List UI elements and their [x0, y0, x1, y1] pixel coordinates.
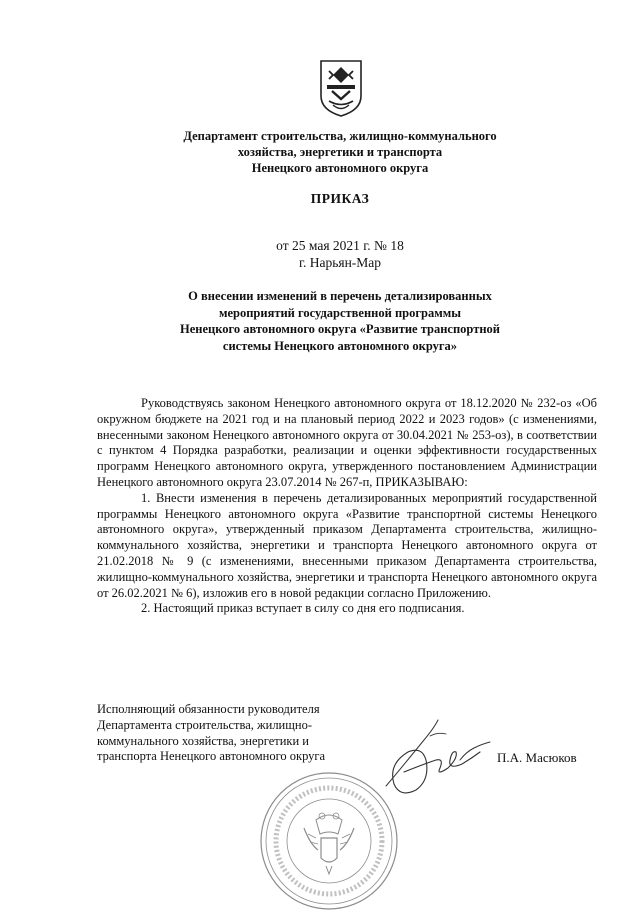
- subject-line: О внесении изменений в перечень детализированных: [188, 289, 492, 303]
- subject-line: системы Ненецкого автономного округа»: [222, 338, 458, 353]
- signer-line: Исполняющий обязанности руководителя: [97, 702, 320, 716]
- clause-2-paragraph: 2. Настоящий приказ вступает в силу со дня его подписания.: [141, 601, 465, 616]
- coat-of-arms-icon: [318, 58, 364, 118]
- order-subject: [130, 288, 550, 354]
- preamble-paragraph: Руководствуясь законом Ненецкого автономного округа от 18.12.2020 № 232-оз «Об окружном бюджете на 2021 год и на плановый период 2022 и 2023 годов» (с изменениями, внесенными законом Ненецкого автономного округа от 30.04.2021 № 253-оз), в соответствии с пунктом 4 Порядка разработки, реализации и оценки эффективности государственных программ Ненецкого автономного округа, утвержденного постановлением Администрации Ненецкого автономного округа 23.07.2014 № 267-п, ПРИКАЗЫВАЮ:: [97, 396, 597, 489]
- header-line: хозяйства, энергетики и транспорта: [237, 145, 443, 159]
- document-title: ПРИКАЗ: [310, 191, 370, 206]
- order-date-number: от 25 мая 2021 г. № 18: [276, 238, 404, 253]
- subject-line: мероприятий государственной программы: [218, 305, 462, 320]
- order-place: г. Нарьян-Мар: [298, 255, 382, 270]
- signer-line: Департамента строительства, жилищно-: [97, 717, 312, 732]
- signer-line: транспорта Ненецкого автономного округа: [97, 749, 326, 764]
- header-line: Ненецкого автономного округа: [251, 161, 429, 175]
- clause-1-paragraph: 1. Внести изменения в перечень детализированных мероприятий государственной программы Ненецкого автономного округа «Развитие транспортной системы Ненецкого автономного округа», утвержденный приказом Департамента строительства, жилищно-коммунального хозяйства, энергетики и транспорта Ненецкого автономного округа от 21.02.2018 № 9 (с изменениями, внесенными приказом Департамента строительства, жилищно-коммунального хозяйства, энергетики и транспорта Ненецкого автономного округа от 26.02.2021 № 6), изложив его в новой редакции согласно Приложению.: [97, 490, 597, 600]
- handwritten-signature-icon: [378, 712, 498, 804]
- signer-name: П.А. Масюков: [497, 750, 577, 765]
- order-body: [97, 396, 597, 617]
- subject-line: Ненецкого автономного округа «Развитие транспортной: [179, 322, 501, 336]
- date-and-place: [120, 237, 560, 271]
- header-line: Департамент строительства, жилищно-коммунального: [183, 129, 497, 143]
- signer-position: [97, 702, 397, 765]
- signer-line: коммунального хозяйства, энергетики и: [97, 733, 309, 748]
- department-header: [120, 128, 560, 176]
